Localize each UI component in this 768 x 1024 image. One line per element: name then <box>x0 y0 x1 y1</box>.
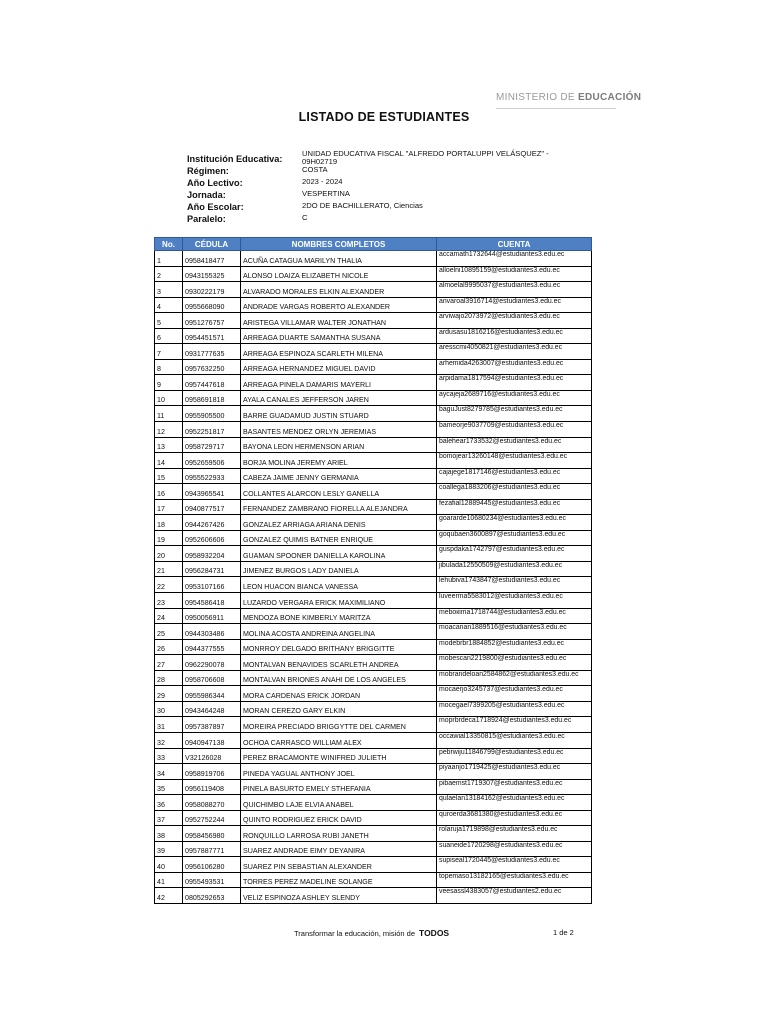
table-row <box>155 810 592 826</box>
row-number: 5 <box>155 313 183 329</box>
row-number: 14 <box>155 453 183 469</box>
row-id: 0958729717 <box>183 437 241 453</box>
row-account: cajajege1817146@estudiantes3.edu.ec <box>437 468 592 484</box>
info-value: UNIDAD EDUCATIVA FISCAL "ALFREDO PORTALUPPI VELÁSQUEZ" - 09H02719 <box>302 149 549 166</box>
row-number: 37 <box>155 810 183 826</box>
row-id: 0956119408 <box>183 779 241 795</box>
row-id: 0958691818 <box>183 390 241 406</box>
row-id: 0952752244 <box>183 810 241 826</box>
row-name: MORA CARDENAS ERICK JORDAN <box>241 686 437 702</box>
row-id: 0944303486 <box>183 624 241 640</box>
row-number: 29 <box>155 686 183 702</box>
table-row <box>155 795 592 811</box>
table-row <box>155 888 592 904</box>
row-id: 0943965541 <box>183 484 241 500</box>
row-name: MONTALVAN BRIONES ANAHI DE LOS ANGELES <box>241 670 437 686</box>
row-name: GONZALEZ QUIMIS BATNER ENRIQUE <box>241 530 437 546</box>
row-account: coallega1883206@estudiantes3.edu.ec <box>437 484 592 500</box>
row-name: QUINTO RODRIGUEZ ERICK DAVID <box>241 810 437 826</box>
row-account: supiseal1720445@estudiantes3.edu.ec <box>437 857 592 873</box>
footer-motto <box>294 928 449 938</box>
table-row <box>155 639 592 655</box>
table-row <box>155 251 592 267</box>
row-name: BORJA MOLINA JEREMY ARIEL <box>241 453 437 469</box>
table-row <box>155 779 592 795</box>
row-number: 32 <box>155 732 183 748</box>
row-account: pebrwiju11846799@estudiantes3.edu.ec <box>437 748 592 764</box>
row-account: goararde10680234@estudiantes3.edu.ec <box>437 515 592 531</box>
table-row <box>155 593 592 609</box>
row-number: 11 <box>155 406 183 422</box>
row-id: 0940947138 <box>183 732 241 748</box>
table-row <box>155 453 592 469</box>
row-id: 0954586418 <box>183 593 241 609</box>
row-number: 12 <box>155 422 183 438</box>
row-number: 9 <box>155 375 183 391</box>
row-account: suaneide1720298@estudiantes3.edu.ec <box>437 841 592 857</box>
row-number: 25 <box>155 624 183 640</box>
column-header-number: No. <box>155 238 183 251</box>
row-name: PINEDA YAGUAL ANTHONY JOEL <box>241 764 437 780</box>
row-name: GONZALEZ ARRIAGA ARIANA DENIS <box>241 515 437 531</box>
row-number: 4 <box>155 297 183 313</box>
row-account: alloelni10895159@estudiantes3.edu.ec <box>437 266 592 282</box>
row-name: ARISTEGA VILLAMAR WALTER JONATHAN <box>241 313 437 329</box>
row-account: baguJust8279785@estudiantes3.edu.ec <box>437 406 592 422</box>
table-row <box>155 390 592 406</box>
row-account: bomojear13260148@estudiantes3.edu.ec <box>437 453 592 469</box>
table-row <box>155 577 592 593</box>
row-id: 0958919706 <box>183 764 241 780</box>
table-row <box>155 530 592 546</box>
row-id: 0943464248 <box>183 701 241 717</box>
row-name: ARREAGA DUARTE SAMANTHA SUSANA <box>241 328 437 344</box>
row-name: ARREAGA PINELA DAMARIS MAYERLI <box>241 375 437 391</box>
row-id: 0944267426 <box>183 515 241 531</box>
table-row <box>155 437 592 453</box>
table-row <box>155 313 592 329</box>
row-number: 42 <box>155 888 183 904</box>
info-row-school-year <box>187 178 567 190</box>
row-id: 0944377555 <box>183 639 241 655</box>
row-account: meboкima1718744@estudiantes3.edu.ec <box>437 608 592 624</box>
table-row <box>155 748 592 764</box>
row-name: AYALA CANALES JEFFERSON JAREN <box>241 390 437 406</box>
table-row <box>155 344 592 360</box>
table-row <box>155 670 592 686</box>
row-number: 19 <box>155 530 183 546</box>
table-row <box>155 297 592 313</box>
row-id: 0962290078 <box>183 655 241 671</box>
footer-motto-bold: TODOS <box>419 928 450 938</box>
row-id: 0955986344 <box>183 686 241 702</box>
row-account: arhemida4263007@estudiantes3.edu.ec <box>437 359 592 375</box>
row-id: 0951276757 <box>183 313 241 329</box>
row-number: 2 <box>155 266 183 282</box>
row-id: 0958706608 <box>183 670 241 686</box>
table-row <box>155 764 592 780</box>
row-number: 39 <box>155 841 183 857</box>
table-row <box>155 624 592 640</box>
row-number: 8 <box>155 359 183 375</box>
row-account: anvaroal3916714@estudiantes3.edu.ec <box>437 297 592 313</box>
row-account: aresscmi4050821@estudiantes3.edu.ec <box>437 344 592 360</box>
row-number: 31 <box>155 717 183 733</box>
row-number: 18 <box>155 515 183 531</box>
row-id: 0805292653 <box>183 888 241 904</box>
row-id: 0950056911 <box>183 608 241 624</box>
row-name: SUAREZ ANDRADE EIMY DEYANIRA <box>241 841 437 857</box>
row-name: ARREAGA HERNANDEZ MIGUEL DAVID <box>241 359 437 375</box>
row-number: 16 <box>155 484 183 500</box>
info-label: Año Escolar: <box>187 202 244 212</box>
row-id: 0953107166 <box>183 577 241 593</box>
table-row <box>155 857 592 873</box>
row-id: 0956106280 <box>183 857 241 873</box>
row-number: 28 <box>155 670 183 686</box>
table-row <box>155 826 592 842</box>
info-label: Paralelo: <box>187 214 226 224</box>
row-id: 0955905500 <box>183 406 241 422</box>
row-id: 0952251817 <box>183 422 241 438</box>
row-name: MOLINA ACOSTA ANDREINA ANGELINA <box>241 624 437 640</box>
row-name: ACUÑA CATAGUA MARILYN THALIA <box>241 251 437 267</box>
row-number: 21 <box>155 561 183 577</box>
row-number: 38 <box>155 826 183 842</box>
row-account: ardusasu1816216@estudiantes3.edu.ec <box>437 328 592 344</box>
row-id: 0955493531 <box>183 872 241 888</box>
row-id: 0958456980 <box>183 826 241 842</box>
table-row <box>155 406 592 422</box>
table-row <box>155 375 592 391</box>
ministry-name: EDUCACIÓN <box>577 92 642 103</box>
table-row <box>155 499 592 515</box>
row-account: guspdaka1742797@estudiantes3.edu.ec <box>437 546 592 562</box>
table-row <box>155 546 592 562</box>
table-row <box>155 686 592 702</box>
row-id: 0958418477 <box>183 251 241 267</box>
row-id: 0956284731 <box>183 561 241 577</box>
row-number: 34 <box>155 764 183 780</box>
page-number: 1 de 2 <box>553 928 574 937</box>
row-id: 0957447618 <box>183 375 241 391</box>
row-id: 0930222179 <box>183 282 241 298</box>
row-name: ALONSO LOAIZA ELIZABETH NICOLE <box>241 266 437 282</box>
ministry-logo <box>496 92 641 103</box>
table-row <box>155 561 592 577</box>
row-name: LEON HUACON BIANCA VANESSA <box>241 577 437 593</box>
row-name: ARREAGA ESPINOZA SCARLETH MILENA <box>241 344 437 360</box>
row-number: 10 <box>155 390 183 406</box>
row-name: MORAN CEREZO GARY ELKIN <box>241 701 437 717</box>
table-row <box>155 422 592 438</box>
row-number: 33 <box>155 748 183 764</box>
row-number: 26 <box>155 639 183 655</box>
students-table <box>154 237 592 904</box>
table-row <box>155 608 592 624</box>
row-account: pibaemst1719307@estudiantes3.edu.ec <box>437 779 592 795</box>
row-name: COLLANTES ALARCON LESLY GANELLA <box>241 484 437 500</box>
row-id: 0940877517 <box>183 499 241 515</box>
row-id: V32126028 <box>183 748 241 764</box>
table-row <box>155 701 592 717</box>
row-account: bameorje9037709@estudiantes3.edu.ec <box>437 422 592 438</box>
row-number: 24 <box>155 608 183 624</box>
row-number: 30 <box>155 701 183 717</box>
info-row-regimen <box>187 166 567 178</box>
table-row <box>155 872 592 888</box>
row-name: RONQUILLO LARROSA RUBI JANETH <box>241 826 437 842</box>
row-number: 17 <box>155 499 183 515</box>
table-row <box>155 484 592 500</box>
row-name: SUAREZ PIN SEBASTIAN ALEXANDER <box>241 857 437 873</box>
table-row <box>155 328 592 344</box>
row-number: 35 <box>155 779 183 795</box>
row-account: moacanan1889516@estudiantes3.edu.ec <box>437 624 592 640</box>
info-value: COSTA <box>302 165 328 174</box>
table-row <box>155 468 592 484</box>
row-number: 22 <box>155 577 183 593</box>
row-name: OCHOA CARRASCO WILLIAM ALEX <box>241 732 437 748</box>
table-row <box>155 655 592 671</box>
row-account: quroerda3681380@estudiantes3.edu.ec <box>437 810 592 826</box>
row-name: TORRES PEREZ MADELINE SOLANGE <box>241 872 437 888</box>
row-id: 0952659506 <box>183 453 241 469</box>
row-account: moprbrdeca1718924@estudiantes3.edu.ec <box>437 717 592 733</box>
row-name: BASANTES MENDEZ ORLYN JEREMIAS <box>241 422 437 438</box>
row-account: arviwajo2073972@estudiantes3.edu.ec <box>437 313 592 329</box>
column-header-account: CUENTA <box>437 238 592 251</box>
row-id: 0954451571 <box>183 328 241 344</box>
row-account: arpidama1817594@estudiantes3.edu.ec <box>437 375 592 391</box>
row-number: 1 <box>155 251 183 267</box>
row-id: 0957887771 <box>183 841 241 857</box>
column-header-id: CÉDULA <box>183 238 241 251</box>
row-name: VELIZ ESPINOZA ASHLEY SLENDY <box>241 888 437 904</box>
row-account: mocaerjo3245737@estudiantes3.edu.ec <box>437 686 592 702</box>
info-row-grade <box>187 202 567 214</box>
info-value: 2023 - 2024 <box>302 177 343 186</box>
row-account: goqubaen3600897@estudiantes3.edu.ec <box>437 530 592 546</box>
row-account: occawial13350815@estudiantes3.edu.ec <box>437 732 592 748</box>
row-account: qulaelan13184162@estudiantes3.edu.ec <box>437 795 592 811</box>
row-number: 3 <box>155 282 183 298</box>
column-header-name: NOMBRES COMPLETOS <box>241 238 437 251</box>
row-number: 20 <box>155 546 183 562</box>
row-name: ALVARADO MORALES ELKIN ALEXANDER <box>241 282 437 298</box>
row-id: 0952606606 <box>183 530 241 546</box>
info-label: Régimen: <box>187 166 229 176</box>
row-account: aycajeja2689716@estudiantes3.edu.ec <box>437 390 592 406</box>
row-id: 0931777635 <box>183 344 241 360</box>
row-name: BARRE GUADAMUD JUSTIN STUARD <box>241 406 437 422</box>
row-account: fezafial12889445@estudiantes3.edu.ec <box>437 499 592 515</box>
row-number: 7 <box>155 344 183 360</box>
row-name: MENDOZA BONE KIMBERLY MARITZA <box>241 608 437 624</box>
page-title: LISTADO DE ESTUDIANTES <box>298 110 470 124</box>
row-name: MONRROY DELGADO BRITHANY BRIGGITTE <box>241 639 437 655</box>
row-number: 15 <box>155 468 183 484</box>
row-name: JIMENEZ BURGOS LADY DANIELA <box>241 561 437 577</box>
info-row-section <box>187 214 567 226</box>
table-row <box>155 732 592 748</box>
row-name: GUAMAN SPOONER DANIELLA KAROLINA <box>241 546 437 562</box>
row-name: PINELA BASURTO EMELY STHEFANIA <box>241 779 437 795</box>
table-row <box>155 841 592 857</box>
row-account: piyaanjo1719425@estudiantes3.edu.ec <box>437 764 592 780</box>
row-account: veesassl4383057@estudiantes2.edu.ec <box>437 888 592 904</box>
row-name: LUZARDO VERGARA ERICK MAXIMILIANO <box>241 593 437 609</box>
row-number: 23 <box>155 593 183 609</box>
row-id: 0957387897 <box>183 717 241 733</box>
row-name: BAYONA LEON HERMENSON ARIAN <box>241 437 437 453</box>
ministry-prefix: MINISTERIO DE <box>496 92 578 103</box>
row-account: rolaruja1719898@estudiantes3.edu.ec <box>437 826 592 842</box>
row-number: 6 <box>155 328 183 344</box>
row-account: mobrandeloan2584862@estudiantes3.edu.ec <box>437 670 592 686</box>
row-account: balehear1733532@estudiantes3.edu.ec <box>437 437 592 453</box>
info-value: 2DO DE BACHILLERATO, Ciencias <box>302 201 423 210</box>
row-id: 0957632250 <box>183 359 241 375</box>
row-id: 0955668090 <box>183 297 241 313</box>
institution-info <box>187 150 567 226</box>
table-row <box>155 266 592 282</box>
row-number: 27 <box>155 655 183 671</box>
footer-motto-text: Transformar la educación, misión de <box>294 929 416 938</box>
row-id: 0943155325 <box>183 266 241 282</box>
ministry-underline <box>496 108 616 109</box>
info-row-institution <box>187 150 567 166</box>
row-number: 13 <box>155 437 183 453</box>
row-name: FERNANDEZ ZAMBRANO FIORELLA ALEJANDRA <box>241 499 437 515</box>
row-account: modebrbr1884852@estudiantes3.edu.ec <box>437 639 592 655</box>
row-name: MOREIRA PRECIADO BRIGGYTTE DEL CARMEN <box>241 717 437 733</box>
row-id: 0955522933 <box>183 468 241 484</box>
info-label: Año Lectivo: <box>187 178 243 188</box>
info-value: VESPERTINA <box>302 189 350 198</box>
table-header-row <box>155 238 592 251</box>
row-number: 40 <box>155 857 183 873</box>
row-account: lehubiva1743847@estudiantes3.edu.ec <box>437 577 592 593</box>
row-account: accamath1732644@estudiantes3.edu.ec <box>437 251 592 267</box>
row-account: topemaso13182165@estudiantes3.edu.ec <box>437 872 592 888</box>
row-name: MONTALVAN BENAVIDES SCARLETH ANDREA <box>241 655 437 671</box>
row-account: luveerma5583012@estudiantes3.edu.ec <box>437 593 592 609</box>
row-id: 0958088270 <box>183 795 241 811</box>
row-account: mobescan2219800@estudiantes3.edu.ec <box>437 655 592 671</box>
info-value: C <box>302 213 308 222</box>
table-row <box>155 515 592 531</box>
row-account: almoelal9995037@estudiantes3.edu.ec <box>437 282 592 298</box>
info-label: Institución Educativa: <box>187 154 283 164</box>
row-number: 41 <box>155 872 183 888</box>
row-account: mocegael7399205@estudiantes3.edu.ec <box>437 701 592 717</box>
row-name: PEREZ BRACAMONTE WINIFRED JULIETH <box>241 748 437 764</box>
row-account: jibulada12550509@estudiantes3.edu.ec <box>437 561 592 577</box>
row-name: QUICHIMBO LAJE ELVIA ANABEL <box>241 795 437 811</box>
row-name: CABEZA JAIME JENNY GERMANIA <box>241 468 437 484</box>
row-number: 36 <box>155 795 183 811</box>
table-row <box>155 282 592 298</box>
table-row <box>155 717 592 733</box>
row-id: 0958932204 <box>183 546 241 562</box>
row-name: ANDRADE VARGAS ROBERTO ALEXANDER <box>241 297 437 313</box>
table-row <box>155 359 592 375</box>
info-label: Jornada: <box>187 190 226 200</box>
